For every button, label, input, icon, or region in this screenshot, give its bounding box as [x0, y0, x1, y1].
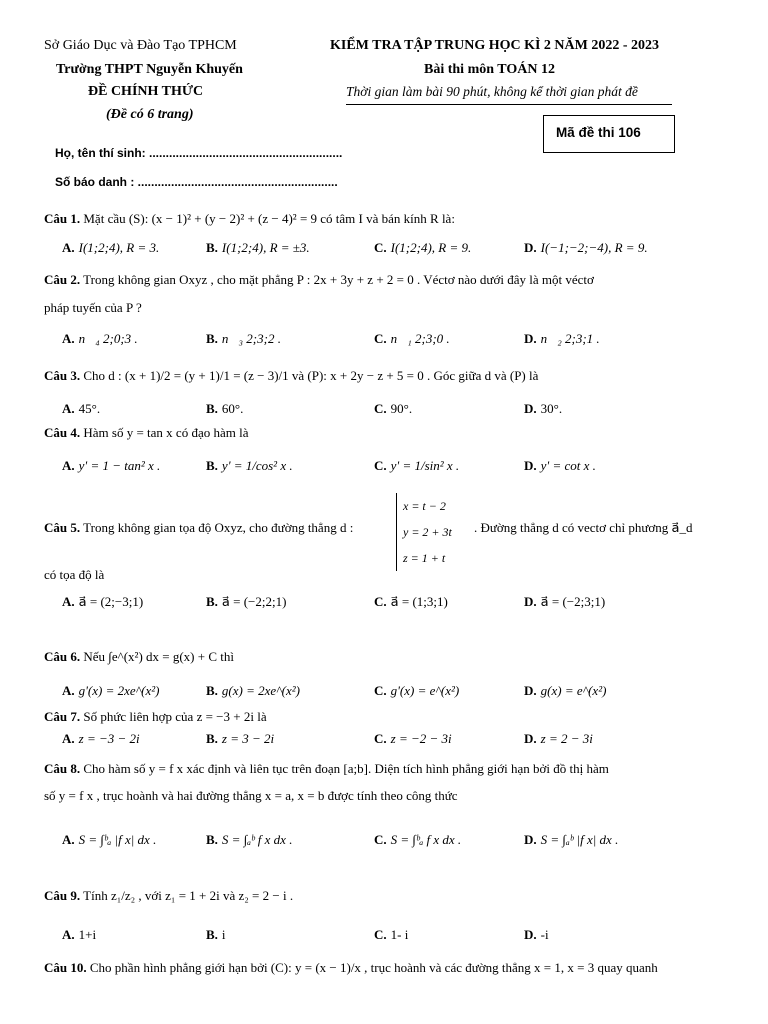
q6-option-a[interactable]: A. g'(x) = 2xe^(x²) — [62, 683, 160, 698]
question-8: Câu 8. Cho hàm số y = f x xác định và liên tục trên đoạn [a;b]. Diện tích hình phẳng giới hạn bởi đồ thị hàm — [44, 761, 609, 776]
q2-option-c[interactable]: C. n⃗₁ 2;3;0 . — [374, 331, 450, 346]
exam-time: Thời gian làm bài 90 phút, không kể thời gian phát đề — [346, 84, 638, 99]
q5-option-d[interactable]: D. a⃗ = (−2;3;1) — [524, 594, 606, 609]
q9-option-a[interactable]: A. 1+i — [62, 927, 97, 942]
official-label: ĐỀ CHÍNH THỨC — [88, 84, 204, 99]
q6-option-c[interactable]: C. g'(x) = e^(x²) — [374, 683, 460, 698]
q7-option-a[interactable]: A. z = −3 − 2i — [62, 731, 140, 746]
q8-option-a[interactable]: A. S = ∫ᵇₐ |f x| dx . — [62, 832, 157, 847]
school-name: Trường THPT Nguyễn Khuyến — [56, 62, 243, 77]
q7-option-d[interactable]: D. z = 2 − 3i — [524, 731, 593, 746]
q7-option-b[interactable]: B. z = 3 − 2i — [206, 731, 275, 746]
question-2: Câu 2. Trong không gian Oxyz , cho mặt phẳng P : 2x + 3y + z + 2 = 0 . Véctơ nào dưới đây là một véctơ — [44, 272, 594, 287]
question-label: Câu 1. — [44, 211, 81, 226]
q1-option-b[interactable]: B. I(1;2;4), R = ±3. — [206, 240, 310, 255]
candidate-id-field: Số báo danh : ............................................................ — [55, 175, 338, 189]
q3-option-d[interactable]: D. 30°. — [524, 401, 563, 416]
question-5-line2: có tọa độ là — [44, 567, 105, 582]
question-9: Câu 9. Tính z₁/z₂ , với z₁ = 1 + 2i và z₂ = 2 − i . — [44, 888, 294, 903]
question-8-line2: số y = f x , trục hoành và hai đường thẳng x = a, x = b được tính theo công thức — [44, 788, 458, 803]
header-rule — [346, 104, 672, 105]
q7-option-c[interactable]: C. z = −2 − 3i — [374, 731, 452, 746]
q2-option-d[interactable]: D. n⃗₂ 2;3;1 . — [524, 331, 600, 346]
q4-option-a[interactable]: A. y' = 1 − tan² x . — [62, 458, 161, 473]
q1-option-a[interactable]: A. I(1;2;4), R = 3. — [62, 240, 160, 255]
question-6: Câu 6. Nếu ∫e^(x²) dx = g(x) + C thì — [44, 649, 234, 664]
question-7: Câu 7. Số phức liên hợp của z = −3 + 2i là — [44, 709, 267, 724]
q3-option-a[interactable]: A. 45°. — [62, 401, 101, 416]
q2-option-a[interactable]: A. n⃗₄ 2;0;3 . — [62, 331, 138, 346]
q4-option-d[interactable]: D. y' = cot x . — [524, 458, 596, 473]
q5-option-a[interactable]: A. a⃗ = (2;−3;1) — [62, 594, 144, 609]
system-line-3: z = 1 + t — [403, 551, 446, 565]
q2-option-b[interactable]: B. n⃗₃ 2;3;2 . — [206, 331, 281, 346]
question-5: Câu 5. Trong không gian tọa độ Oxyz, cho đường thẳng d : — [44, 520, 354, 535]
question-4: Câu 4. Hàm số y = tan x có đạo hàm là — [44, 425, 249, 440]
q6-option-b[interactable]: B. g(x) = 2xe^(x²) — [206, 683, 300, 698]
system-line-1: x = t − 2 — [403, 499, 446, 513]
question-3: Câu 3. Cho d : (x + 1)/2 = (y + 1)/1 = (z − 3)/1 và (P): x + 2y − z + 5 = 0 . Góc giữa d và (P) là — [44, 368, 539, 383]
page-count: (Đề có 6 trang) — [106, 107, 194, 122]
exam-title: KIỂM TRA TẬP TRUNG HỌC KÌ 2 NĂM 2022 - 2023 — [330, 38, 660, 53]
line-system — [396, 493, 452, 571]
exam-code: Mã đề thi 106 — [556, 125, 641, 140]
q4-option-c[interactable]: C. y' = 1/sin² x . — [374, 458, 460, 473]
q1-option-c[interactable]: C. I(1;2;4), R = 9. — [374, 240, 472, 255]
department: Sở Giáo Dục và Đào Tạo TPHCM — [44, 38, 237, 53]
q3-option-b[interactable]: B. 60°. — [206, 401, 244, 416]
q9-option-c[interactable]: C. 1- i — [374, 927, 409, 942]
question-1 — [44, 211, 455, 227]
q3-option-c[interactable]: C. 90°. — [374, 401, 413, 416]
system-line-2: y = 2 + 3t — [403, 525, 452, 539]
question-5-tail: . Đường thẳng d có vectơ chỉ phương a⃗_d — [474, 520, 693, 535]
q6-option-d[interactable]: D. g(x) = e^(x²) — [524, 683, 607, 698]
q5-option-b[interactable]: B. a⃗ = (−2;2;1) — [206, 594, 287, 609]
q8-option-b[interactable]: B. S = ∫ₐᵇ f x dx . — [206, 832, 293, 847]
question-text: Mặt cầu (S): (x − 1)² + (y − 2)² + (z − 4)² = 9 có tâm I và bán kính R là: — [83, 211, 455, 226]
candidate-name-field: Họ, tên thí sinh: .......................................................... — [55, 146, 343, 160]
question-10: Câu 10. Cho phần hình phẳng giới hạn bởi (C): y = (x − 1)/x , trục hoành và các đường thẳng x = 1, x = 3 quay quanh — [44, 960, 658, 975]
q8-option-d[interactable]: D. S = ∫ₐᵇ |f x| dx . — [524, 832, 619, 847]
q4-option-b[interactable]: B. y' = 1/cos² x . — [206, 458, 293, 473]
exam-subject: Bài thi môn TOÁN 12 — [424, 62, 555, 77]
question-2-line2: pháp tuyến của P ? — [44, 300, 142, 315]
q8-option-c[interactable]: C. S = ∫ᵇₐ f x dx . — [374, 832, 462, 847]
q1-option-d[interactable]: D. I(−1;−2;−4), R = 9. — [524, 240, 648, 255]
q9-option-d[interactable]: D. -i — [524, 927, 549, 942]
q5-option-c[interactable]: C. a⃗ = (1;3;1) — [374, 594, 448, 609]
q9-option-b[interactable]: B. i — [206, 927, 226, 942]
exam-code-box — [543, 115, 675, 153]
